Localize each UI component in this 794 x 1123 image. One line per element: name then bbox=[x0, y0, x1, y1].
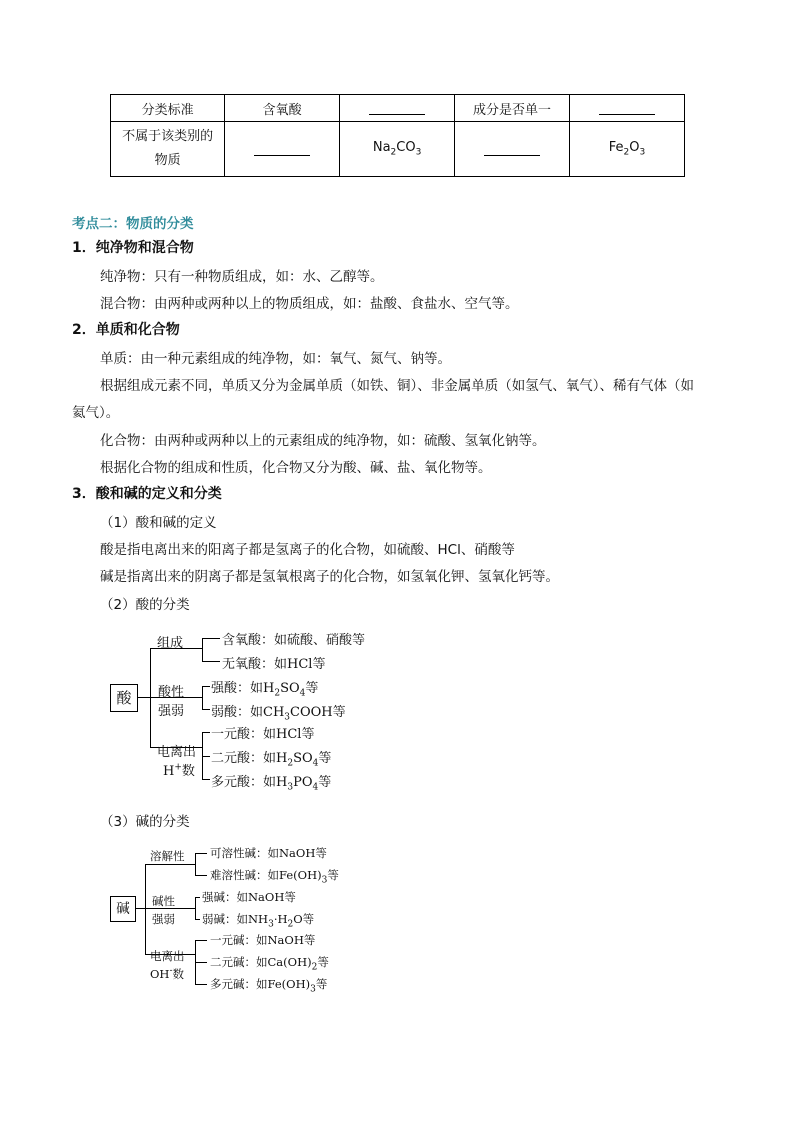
branch-label: 组成 bbox=[157, 636, 184, 651]
connector-line bbox=[195, 853, 207, 854]
connector-line bbox=[195, 853, 196, 875]
branch-label: 碱性 bbox=[152, 894, 175, 908]
heading-acid-base: 3．酸和碱的定义和分类 bbox=[72, 486, 222, 502]
connector-line bbox=[195, 897, 196, 919]
leaf-label: 一元酸：如HCl等 bbox=[211, 727, 315, 742]
heading-element-compound: 2．单质和化合物 bbox=[72, 322, 180, 338]
leaf-label: 强碱：如NaOH等 bbox=[202, 890, 296, 904]
connector-line bbox=[195, 875, 207, 876]
paragraph: 化合物：由两种或两种以上的元素组成的纯净物，如：硫酸、氢氧化钠等。 bbox=[100, 433, 546, 449]
connector-line bbox=[145, 864, 195, 865]
leaf-label: 二元酸：如$H_2SO_4$等 bbox=[211, 751, 332, 769]
leaf-label: 弱酸：如$CH_3COOH$等 bbox=[211, 705, 346, 723]
formula-fe2o3: $Fe_2O_3$ bbox=[608, 140, 646, 158]
leaf-label: 二元碱：如$Ca(OH)_2$等 bbox=[210, 955, 329, 973]
connector-line bbox=[195, 984, 207, 985]
branch-label: OH-数 bbox=[150, 966, 185, 981]
formula-na2co3: $Na_2CO_3$ bbox=[372, 140, 422, 158]
subheading: （1）酸和碱的定义 bbox=[100, 515, 217, 531]
cell-text: 含氧酸 bbox=[262, 102, 302, 118]
paragraph: 氦气）。 bbox=[72, 405, 120, 421]
paragraph: 根据组成元素不同，单质又分为金属单质（如铁、铜）、非金属单质（如氢气、氧气）、稀有气体（如 bbox=[100, 378, 694, 394]
paragraph: 单质：由一种元素组成的纯净物，如：氧气、氮气、钠等。 bbox=[100, 351, 451, 367]
subheading: （3）碱的分类 bbox=[100, 814, 190, 830]
connector-line bbox=[195, 919, 200, 920]
leaf-label: 多元酸：如$H_3PO_4$等 bbox=[211, 775, 332, 793]
leaf-label: 一元碱：如NaOH等 bbox=[210, 933, 316, 947]
branch-label: 强弱 bbox=[158, 704, 185, 719]
paragraph: 酸是指电离出来的阳离子都是氢离子的化合物，如硫酸、HCl、硝酸等 bbox=[100, 542, 515, 558]
leaf-label: 弱碱：如$NH_3\cdot H_2O$等 bbox=[202, 912, 315, 930]
branch-label: 酸性 bbox=[158, 685, 185, 700]
leaf-label: 难溶性碱：如$Fe(OH)_3$等 bbox=[210, 868, 339, 886]
leaf-label: 多元碱：如$Fe(OH)_3$等 bbox=[210, 977, 328, 995]
connector-line bbox=[145, 864, 146, 954]
paragraph: 混合物：由两种或两种以上的物质组成，如：盐酸、食盐水、空气等。 bbox=[100, 296, 519, 312]
cell-text: 成分是否单一 bbox=[473, 102, 552, 118]
cell-text: 分类标准 bbox=[141, 102, 194, 118]
branch-label: 强弱 bbox=[152, 912, 175, 926]
base-root-box: 碱 bbox=[110, 896, 136, 922]
connector-line bbox=[195, 940, 207, 941]
branch-label: H+数 bbox=[163, 762, 195, 779]
leaf-label: 可溶性碱：如NaOH等 bbox=[210, 846, 327, 860]
acid-root-box: 酸 bbox=[110, 684, 138, 712]
connector-line bbox=[135, 908, 145, 909]
cell-text: 不属于该类别的 bbox=[122, 129, 214, 144]
connector-line bbox=[195, 897, 200, 898]
paragraph: 碱是指离出来的阴离子都是氢氧根离子的化合物，如氢氧化钾、氢氧化钙等。 bbox=[100, 569, 559, 585]
leaf-label: 含氧酸：如硫酸、硝酸等 bbox=[222, 633, 366, 648]
branch-label: 溶解性 bbox=[150, 849, 185, 863]
paragraph: 根据化合物的组成和性质，化合物又分为酸、碱、盐、氧化物等。 bbox=[100, 460, 492, 476]
leaf-label: 强酸：如$H_2SO_4$等 bbox=[211, 681, 319, 699]
leaf-label: 无氧酸：如HCl等 bbox=[222, 657, 326, 672]
cell-text: 物质 bbox=[154, 153, 181, 168]
subheading: （2）酸的分类 bbox=[100, 597, 190, 613]
heading-pure-mixture: 1．纯净物和混合物 bbox=[72, 240, 194, 256]
section-title: 考点二：物质的分类 bbox=[72, 216, 194, 232]
paragraph: 纯净物：只有一种物质组成，如：水、乙醇等。 bbox=[100, 269, 384, 285]
branch-label: 电离出 bbox=[150, 949, 185, 963]
branch-label: 电离出 bbox=[157, 745, 197, 760]
connector-line bbox=[195, 962, 207, 963]
